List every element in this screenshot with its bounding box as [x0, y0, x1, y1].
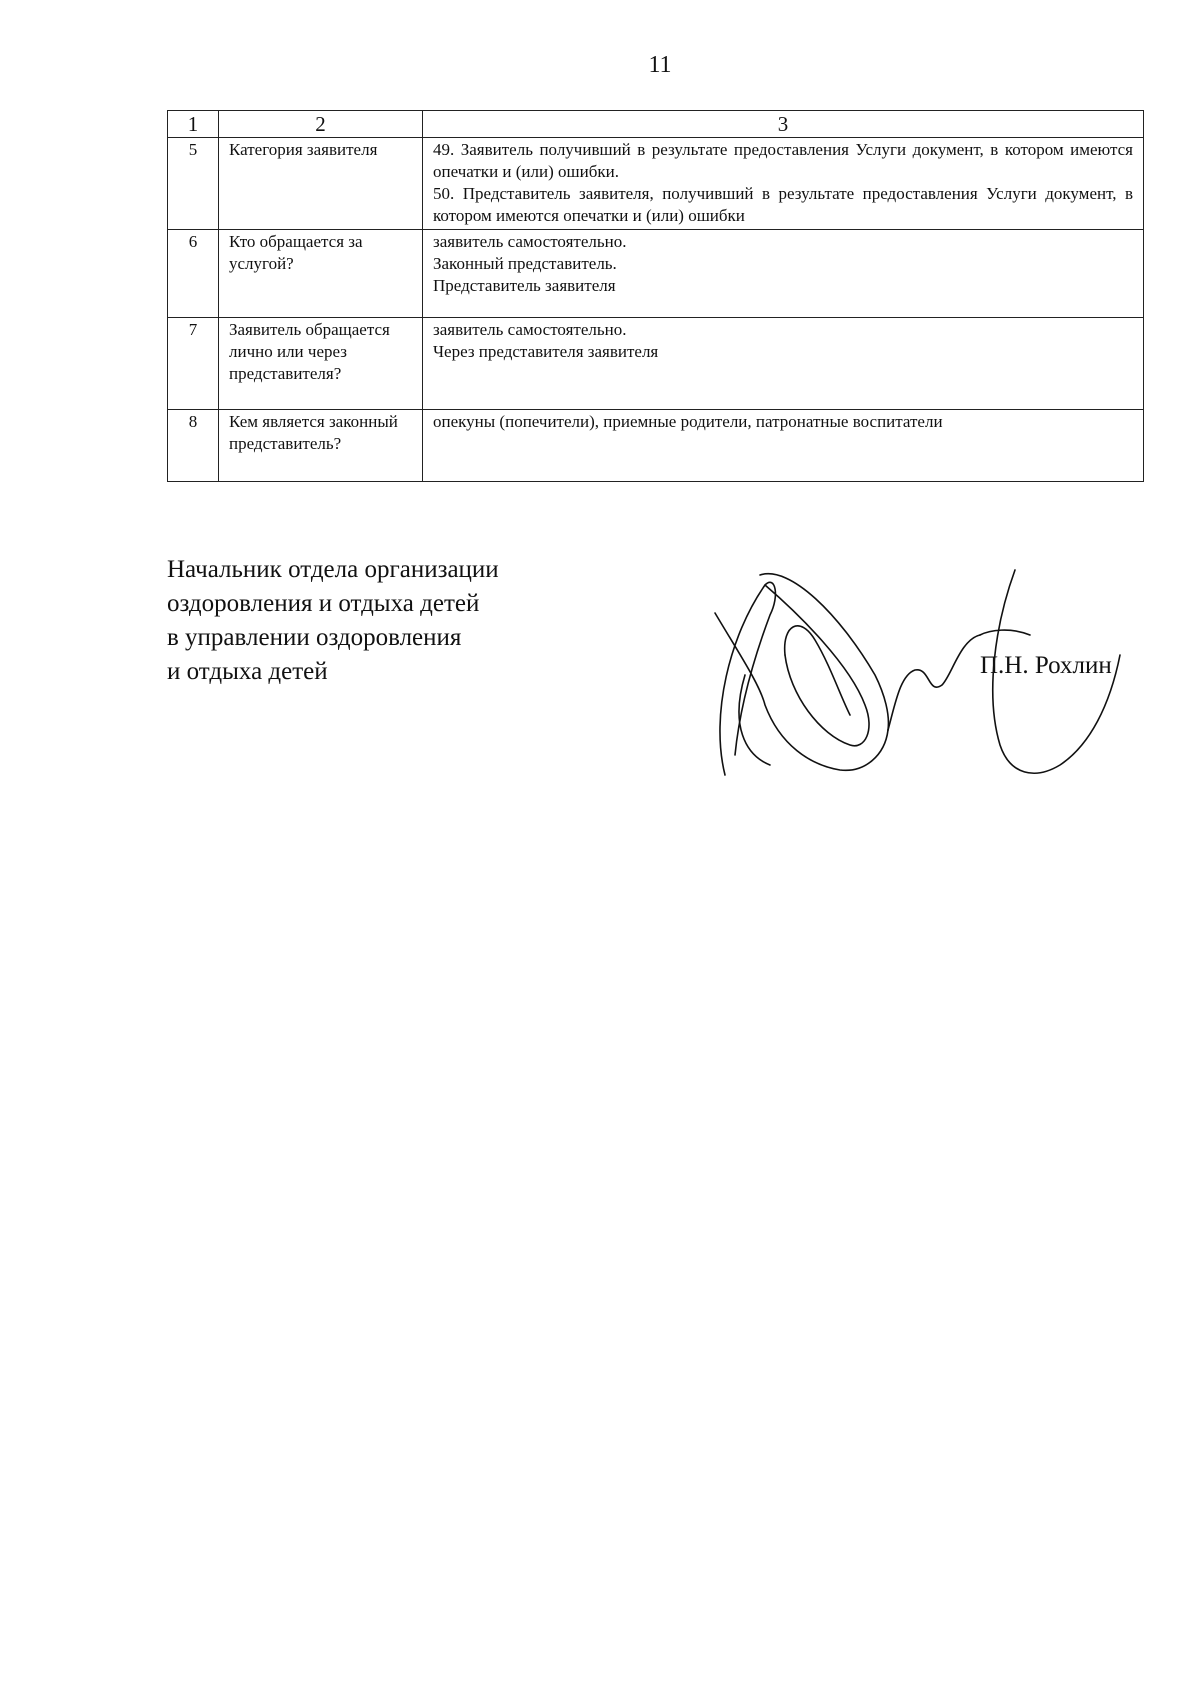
column-header: 1	[168, 111, 219, 138]
position-line: и отдыха детей	[167, 658, 328, 685]
position-line: оздоровления и отдыха детей	[167, 590, 480, 617]
table-row	[168, 410, 1144, 482]
page-number: 11	[648, 52, 672, 78]
row-answer	[423, 318, 1144, 410]
answer-line: 50. Представитель заявителя, получивший в результате предоставления Услуги документ, в котором имеются опечатки и (или) ошибки	[433, 184, 1133, 225]
answer-line: 49. Заявитель получивший в результате предоставления Услуги документ, в котором имеются опечатки и (или) ошибки.	[433, 140, 1133, 181]
answer-line: заявитель самостоятельно.	[433, 232, 627, 251]
column-header: 2	[219, 111, 423, 138]
column-header: 3	[423, 111, 1144, 138]
row-question: Кем является законный представитель?	[219, 410, 423, 482]
answer-line: Через представителя заявителя	[433, 342, 659, 361]
row-number: 7	[168, 318, 219, 410]
row-answer	[423, 410, 1144, 482]
info-table	[167, 110, 1144, 482]
answer-line: заявитель самостоятельно.	[433, 320, 627, 339]
signatory-name: П.Н. Рохлин	[980, 652, 1112, 679]
row-question: Категория заявителя	[219, 138, 423, 230]
signatory-position	[167, 553, 499, 689]
row-number: 8	[168, 410, 219, 482]
row-question: Кто обращается за услугой?	[219, 230, 423, 318]
answer-line: Законный представитель.	[433, 254, 617, 273]
table-row	[168, 230, 1144, 318]
table-row	[168, 318, 1144, 410]
row-answer	[423, 230, 1144, 318]
row-number: 6	[168, 230, 219, 318]
row-answer	[423, 138, 1144, 230]
position-line: в управлении оздоровления	[167, 624, 462, 651]
row-number: 5	[168, 138, 219, 230]
table-header-row	[168, 111, 1144, 138]
answer-line: опекуны (попечители), приемные родители, патронатные воспитатели	[433, 412, 943, 431]
table-row	[168, 138, 1144, 230]
position-line: Начальник отдела организации	[167, 556, 499, 583]
answer-line: Представитель заявителя	[433, 276, 616, 295]
row-question: Заявитель обращается лично или через представителя?	[219, 318, 423, 410]
